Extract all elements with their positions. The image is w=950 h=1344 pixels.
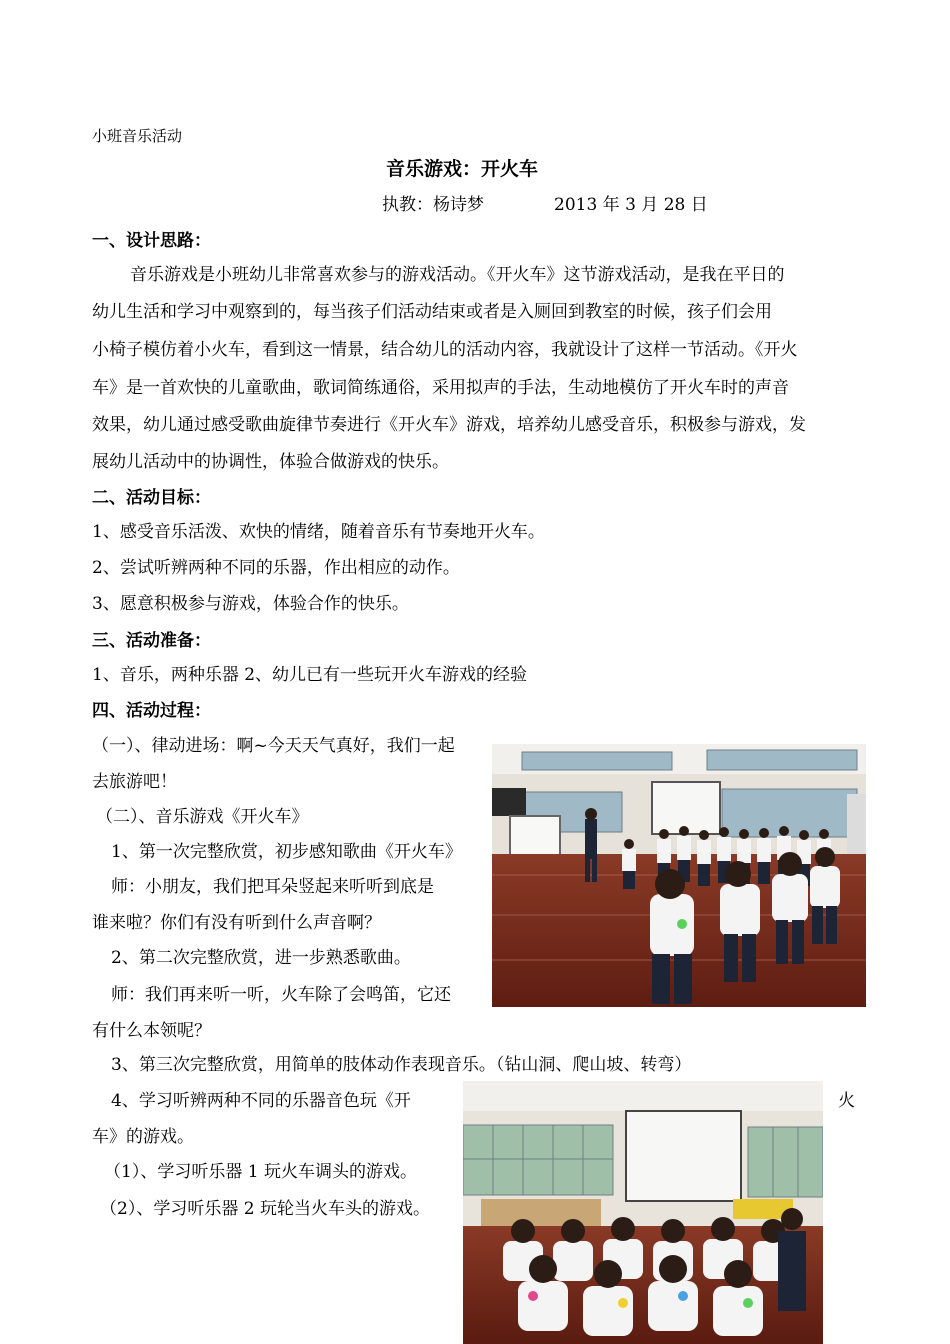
category-label: 小班音乐活动: [92, 127, 183, 145]
goal-item: 3、愿意积极参与游戏，体验合作的快乐。: [92, 594, 409, 614]
process-line: 师：我们再来听一听，火车除了会鸣笛，它还: [111, 985, 451, 1005]
section-heading-process: 四、活动过程：: [92, 701, 211, 721]
section-heading-preparation: 三、活动准备：: [92, 631, 211, 651]
teacher-name: 执教：杨诗梦: [382, 195, 484, 215]
paragraph-line: 幼儿生活和学习中观察到的，每当孩子们活动结束或者是入厕回到教室的时候，孩子们会用: [92, 302, 772, 322]
process-line: 谁来啦？你们有没有听到什么声音啊？: [92, 913, 381, 933]
process-line: 1、第一次完整欣赏，初步感知歌曲《开火车》: [111, 842, 462, 862]
process-line: （1）、学习听乐器 1 玩火车调头的游戏。: [104, 1162, 417, 1182]
section-heading-goals: 二、活动目标：: [92, 488, 211, 508]
process-line: 火: [838, 1091, 855, 1111]
paragraph-line: 小椅子模仿着小火车，看到这一情景，结合幼儿的活动内容，我就设计了这样一节活动。《开火: [92, 340, 798, 360]
paragraph-line: 效果，幼儿通过感受歌曲旋律节奏进行《开火车》游戏，培养幼儿感受音乐，积极参与游戏，发: [92, 415, 806, 435]
process-line: （一）、律动进场：啊~今天天气真好，我们一起: [92, 736, 455, 756]
process-line: 有什么本领呢？: [92, 1021, 211, 1041]
process-line: 2、第二次完整欣赏，进一步熟悉歌曲。: [111, 948, 411, 968]
process-line: （二）、音乐游戏《开火车》: [96, 807, 309, 827]
process-line: 去旅游吧！: [92, 772, 177, 792]
goal-item: 1、感受音乐活泼、欢快的情绪，随着音乐有节奏地开火车。: [92, 522, 545, 542]
paragraph-line: 音乐游戏是小班幼儿非常喜欢参与的游戏活动。《开火车》这节游戏活动，是我在平日的: [130, 265, 785, 285]
preparation-line: 1、音乐，两种乐器 2、幼儿已有一些玩开火车游戏的经验: [92, 665, 528, 685]
process-line: 3、第三次完整欣赏，用简单的肢体动作表现音乐。（钻山洞、爬山坡、转弯）: [111, 1055, 692, 1075]
section-heading-design: 一、设计思路：: [92, 231, 211, 251]
goal-item: 2、尝试听辨两种不同的乐器，作出相应的动作。: [92, 558, 460, 578]
process-line: 车》的游戏。: [92, 1127, 194, 1147]
activity-photo-seated-children: [463, 1081, 823, 1344]
process-line: 4、学习听辨两种不同的乐器音色玩《开: [111, 1091, 411, 1111]
activity-photo-train-game: [492, 744, 866, 1007]
process-line: 师：小朋友，我们把耳朵竖起来听听到底是: [111, 877, 434, 897]
paragraph-line: 展幼儿活动中的协调性，体验合做游戏的快乐。: [92, 452, 449, 472]
process-line: （2）、学习听乐器 2 玩轮当火车头的游戏。: [100, 1199, 430, 1219]
paragraph-line: 车》是一首欢快的儿童歌曲，歌词简练通俗，采用拟声的手法，生动地模仿了开火车时的声音: [92, 378, 789, 398]
lesson-date: 2013 年 3 月 28 日: [554, 195, 708, 215]
page-title: 音乐游戏：开火车: [386, 158, 539, 180]
